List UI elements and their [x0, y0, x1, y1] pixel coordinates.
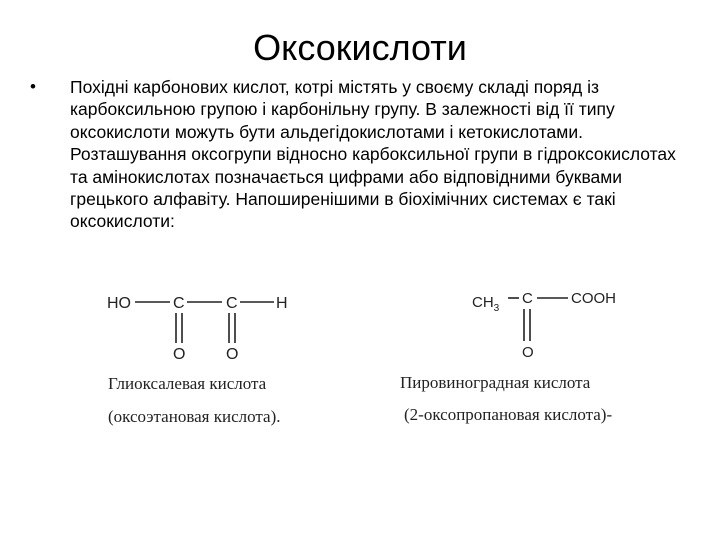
glyoxylic-acid-name: Глиоксалевая кислота — [108, 374, 267, 393]
pyruvic-acid-systematic-name: (2-оксопропановая кислота)- — [404, 405, 613, 424]
pyruvic-acid-name: Пировиноградная кислота — [400, 373, 591, 392]
atom-c2: C — [226, 295, 238, 312]
atom-o2: O — [226, 346, 239, 363]
atom-o1: O — [173, 346, 186, 363]
bullet-marker: • — [30, 77, 36, 96]
atom-c1: C — [173, 295, 185, 312]
atom-ch3: $CH_3$ — [472, 294, 500, 314]
glyoxylic-acid-systematic-name: (оксоэтановая кислота). — [108, 407, 281, 426]
atom-o: O — [522, 344, 534, 361]
body-paragraph: Похідні карбонових кислот, котрі містять у своєму складі поряд із карбоксильною групою і карбонільну групу. В залежності від її типу оксокислоти можуть бути альдегідокислотами і кетокислотами. Розташування оксогрупи відносно карбоксильної групи в гідроксокислотах та амінокислотах позначається цифрами або відповідними буквами грецького алфавіту. Напоширенішими в біохімічних системах є такі оксокислоти: — [70, 77, 676, 232]
atom-cooh: COOH — [571, 290, 616, 307]
atom-ho: HO — [107, 295, 131, 312]
atom-c: C — [522, 290, 533, 307]
slide-title: Оксокислоти — [253, 27, 467, 68]
atom-h: H — [276, 295, 288, 312]
